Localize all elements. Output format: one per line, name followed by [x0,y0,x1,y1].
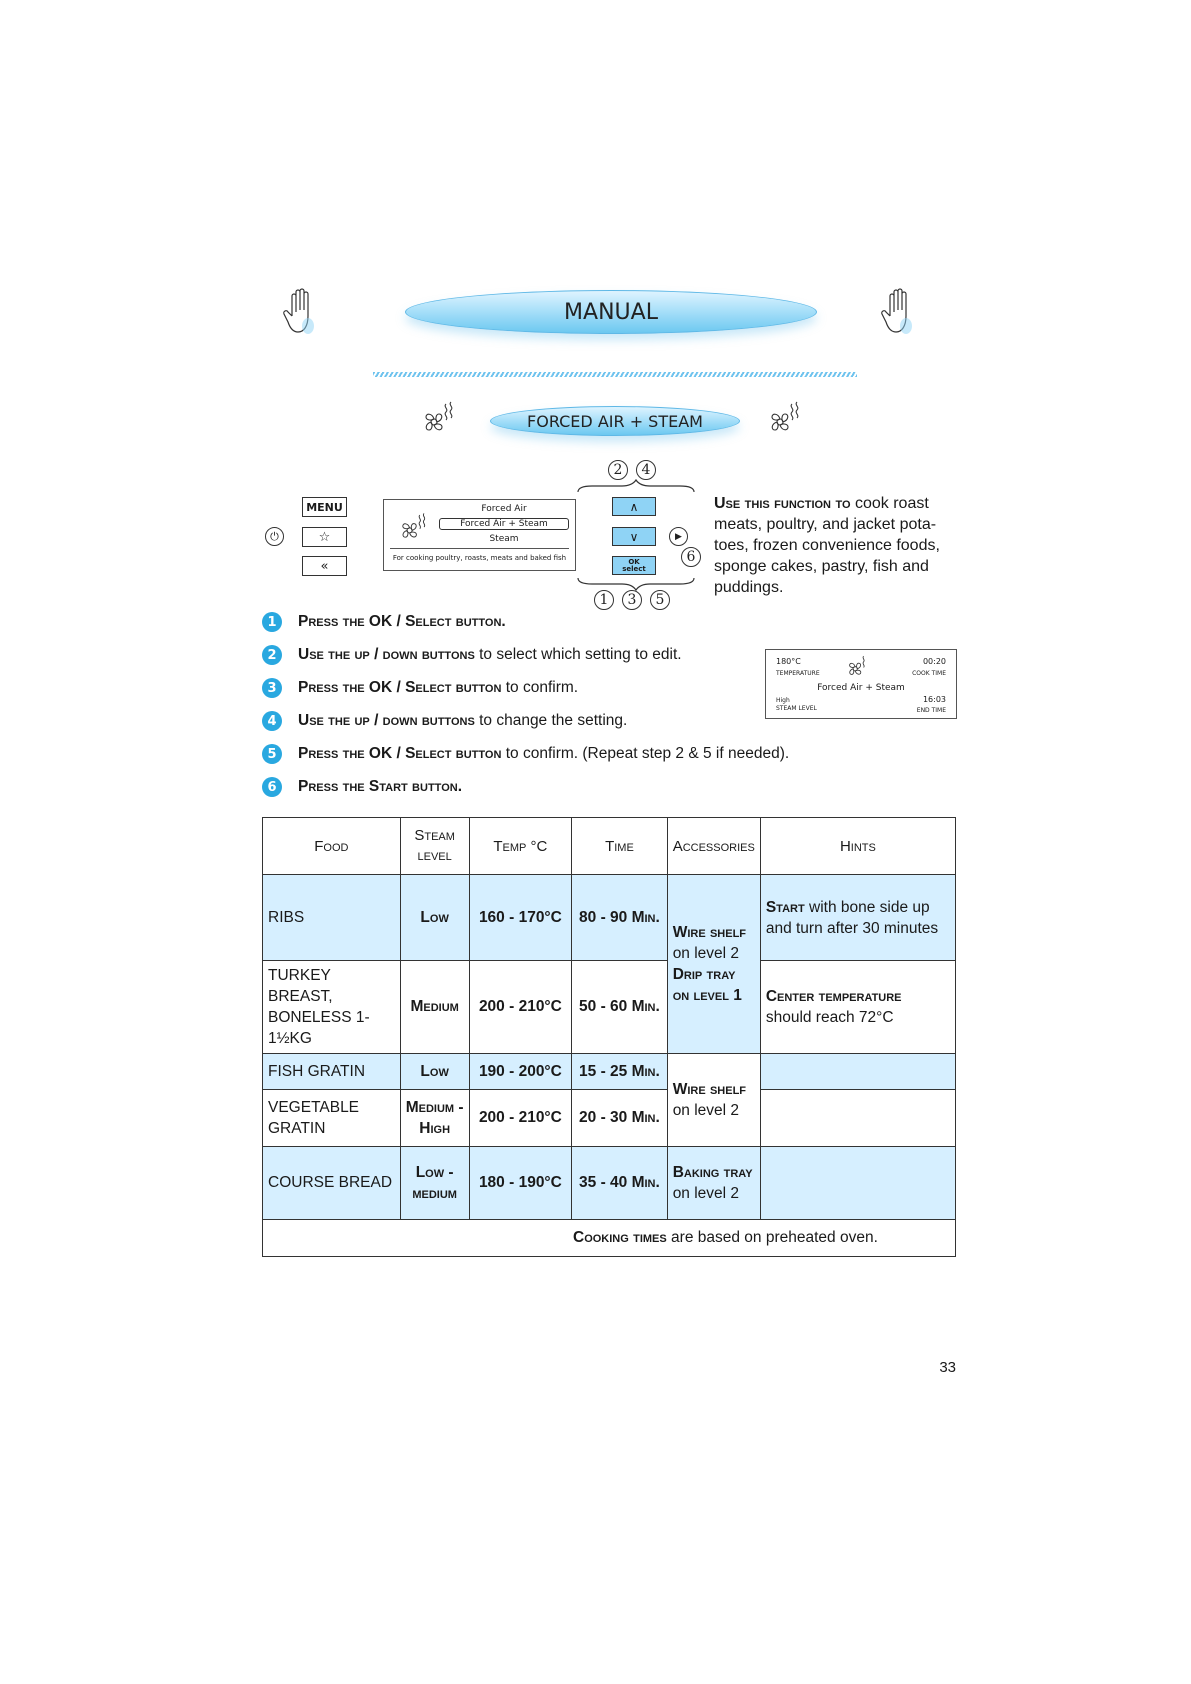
star-icon: ☆ [318,529,331,545]
step-text: to change the setting. [479,712,628,729]
food-cell: RIBS [263,875,401,961]
fan-steam-icon [418,398,458,438]
table-row [263,1054,956,1090]
cooking-table [262,817,956,1257]
power-icon: ⏻ [265,527,284,546]
steam-cell: Medium [400,961,469,1054]
chevron-up-icon: ∧ [629,499,639,514]
hint-cell [760,1054,955,1090]
manual-banner [405,290,817,334]
intro-paragraph [714,493,964,598]
food-cell: FISH GRATIN [263,1054,401,1090]
header-time: Time [572,818,668,875]
steam-value: High [776,697,790,704]
callout-4: 4 [636,460,656,480]
steam-cell: Low - medium [400,1147,469,1220]
start-button[interactable] [669,527,688,546]
lcd-menu-display [383,499,576,571]
step-text: to confirm. [505,679,579,696]
accessory-cell: Wire shelf on level 2 [667,1054,760,1147]
lcd-line-3: Steam [489,534,519,544]
fan-steam-icon [764,398,804,438]
favorite-button[interactable] [302,527,347,547]
brace-bottom [576,576,696,592]
time-cell: 15 - 25 Min. [572,1054,668,1090]
food-cell: VEGETABLE GRATIN [263,1090,401,1147]
table-footnote: Cooking times are based on preheated oven. [263,1220,956,1257]
temp-cell: 160 - 170°C [469,875,572,961]
header-accessories: Accessories [667,818,760,875]
up-button[interactable] [612,497,656,516]
table-row [263,875,956,961]
step-number: 5 [262,744,282,764]
step-lead: Use the up / down buttons [298,712,475,729]
brace-top [576,478,696,494]
mode-value: Forced Air + Steam [817,683,905,693]
step-text: to select which setting to edit. [479,646,682,663]
end-time-value: 16:03 [922,695,946,704]
menu-button[interactable] [302,497,347,517]
page-title: MANUAL [564,299,658,325]
callout-5: 5 [650,590,670,610]
stop-hand-icon [282,286,322,338]
step-lead: Press the Start button. [298,778,462,795]
step-lead: Press the OK / Select button. [298,613,506,630]
hint-cell [760,1147,955,1220]
step-number: 1 [262,612,282,632]
temp-cell: 200 - 210°C [469,961,572,1054]
ok-select-button[interactable] [612,556,656,575]
step-lead: Use the up / down buttons [298,646,475,663]
steam-cell: Low [400,1054,469,1090]
temp-cell: 180 - 190°C [469,1147,572,1220]
callout-1: 1 [594,590,614,610]
time-cell: 80 - 90 Min. [572,875,668,961]
header-temp: Temp °C [469,818,572,875]
step-lead: Press the OK / Select button [298,745,502,762]
time-cell: 20 - 30 Min. [572,1090,668,1147]
callout-2: 2 [608,460,628,480]
fan-steam-icon [844,652,872,680]
temp-cell: 200 - 210°C [469,1090,572,1147]
end-time-label: END TIME [916,707,946,714]
step-number: 3 [262,678,282,698]
divider-stripe [373,372,857,377]
food-cell: TURKEY BREAST, BONELESS 1-1½KG [263,961,401,1054]
temp-value: 180°C [776,657,801,666]
cook-time-value: 00:20 [922,657,946,666]
header-food: Food [263,818,401,875]
time-cell: 50 - 60 Min. [572,961,668,1054]
header-steam: Steam level [400,818,469,875]
fan-steam-icon [396,508,430,546]
hint-cell: Start with bone side up and turn after 30 minutes [760,875,955,961]
temp-cell: 190 - 200°C [469,1054,572,1090]
ok-select-label: OK select [622,557,646,573]
time-cell: 35 - 40 Min. [572,1147,668,1220]
hint-cell [760,1090,955,1147]
step-number: 6 [262,777,282,797]
intro-text: cook roast meats, poultry, and jacket pota-toes, frozen convenience foods, sponge cakes, pastry, fish and puddings. [714,495,940,596]
step-number: 2 [262,645,282,665]
play-icon: ▶ [675,531,682,542]
steam-cell: Low [400,875,469,961]
intro-lead: Use this function to [714,495,851,512]
mode-title: FORCED AIR + STEAM [527,411,703,431]
menu-label: MENU [306,500,343,514]
table-row [263,1090,956,1147]
double-chevron-left-icon: « [320,558,329,574]
callout-3: 3 [622,590,642,610]
lcd-line-2-selected: Forced Air + Steam [439,518,569,530]
down-button[interactable] [612,527,656,546]
steam-cell: Medium - High [400,1090,469,1147]
table-row [263,961,956,1054]
accessory-cell: Wire shelf on level 2 Drip tray on level 1 [667,875,760,1054]
callout-6: 6 [681,547,701,567]
lcd-caption: For cooking poultry, roasts, meats and baked fish [392,554,567,562]
cook-time-label: COOK TIME [912,670,946,677]
oven-status-display [765,649,957,719]
mode-banner [490,406,740,436]
food-cell: COURSE BREAD [263,1147,401,1220]
chevron-down-icon: ∨ [629,529,639,544]
lcd-line-1: Forced Air [481,504,527,514]
step-number: 4 [262,711,282,731]
step-lead: Press the OK / Select button [298,679,502,696]
header-hints: Hints [760,818,955,875]
temp-label: TEMPERATURE [776,670,820,677]
hint-cell: Center temperature should reach 72°C [760,961,955,1054]
stop-hand-icon [880,286,920,338]
table-footer-row [263,1220,956,1257]
accessory-cell: Baking tray on level 2 [667,1147,760,1220]
table-header [263,818,956,875]
page-number: 33 [939,1359,956,1376]
steam-label: STEAM LEVEL [776,705,817,712]
table-row [263,1147,956,1220]
step-text: to confirm. (Repeat step 2 & 5 if needed). [505,745,790,762]
back-button[interactable] [302,556,347,576]
